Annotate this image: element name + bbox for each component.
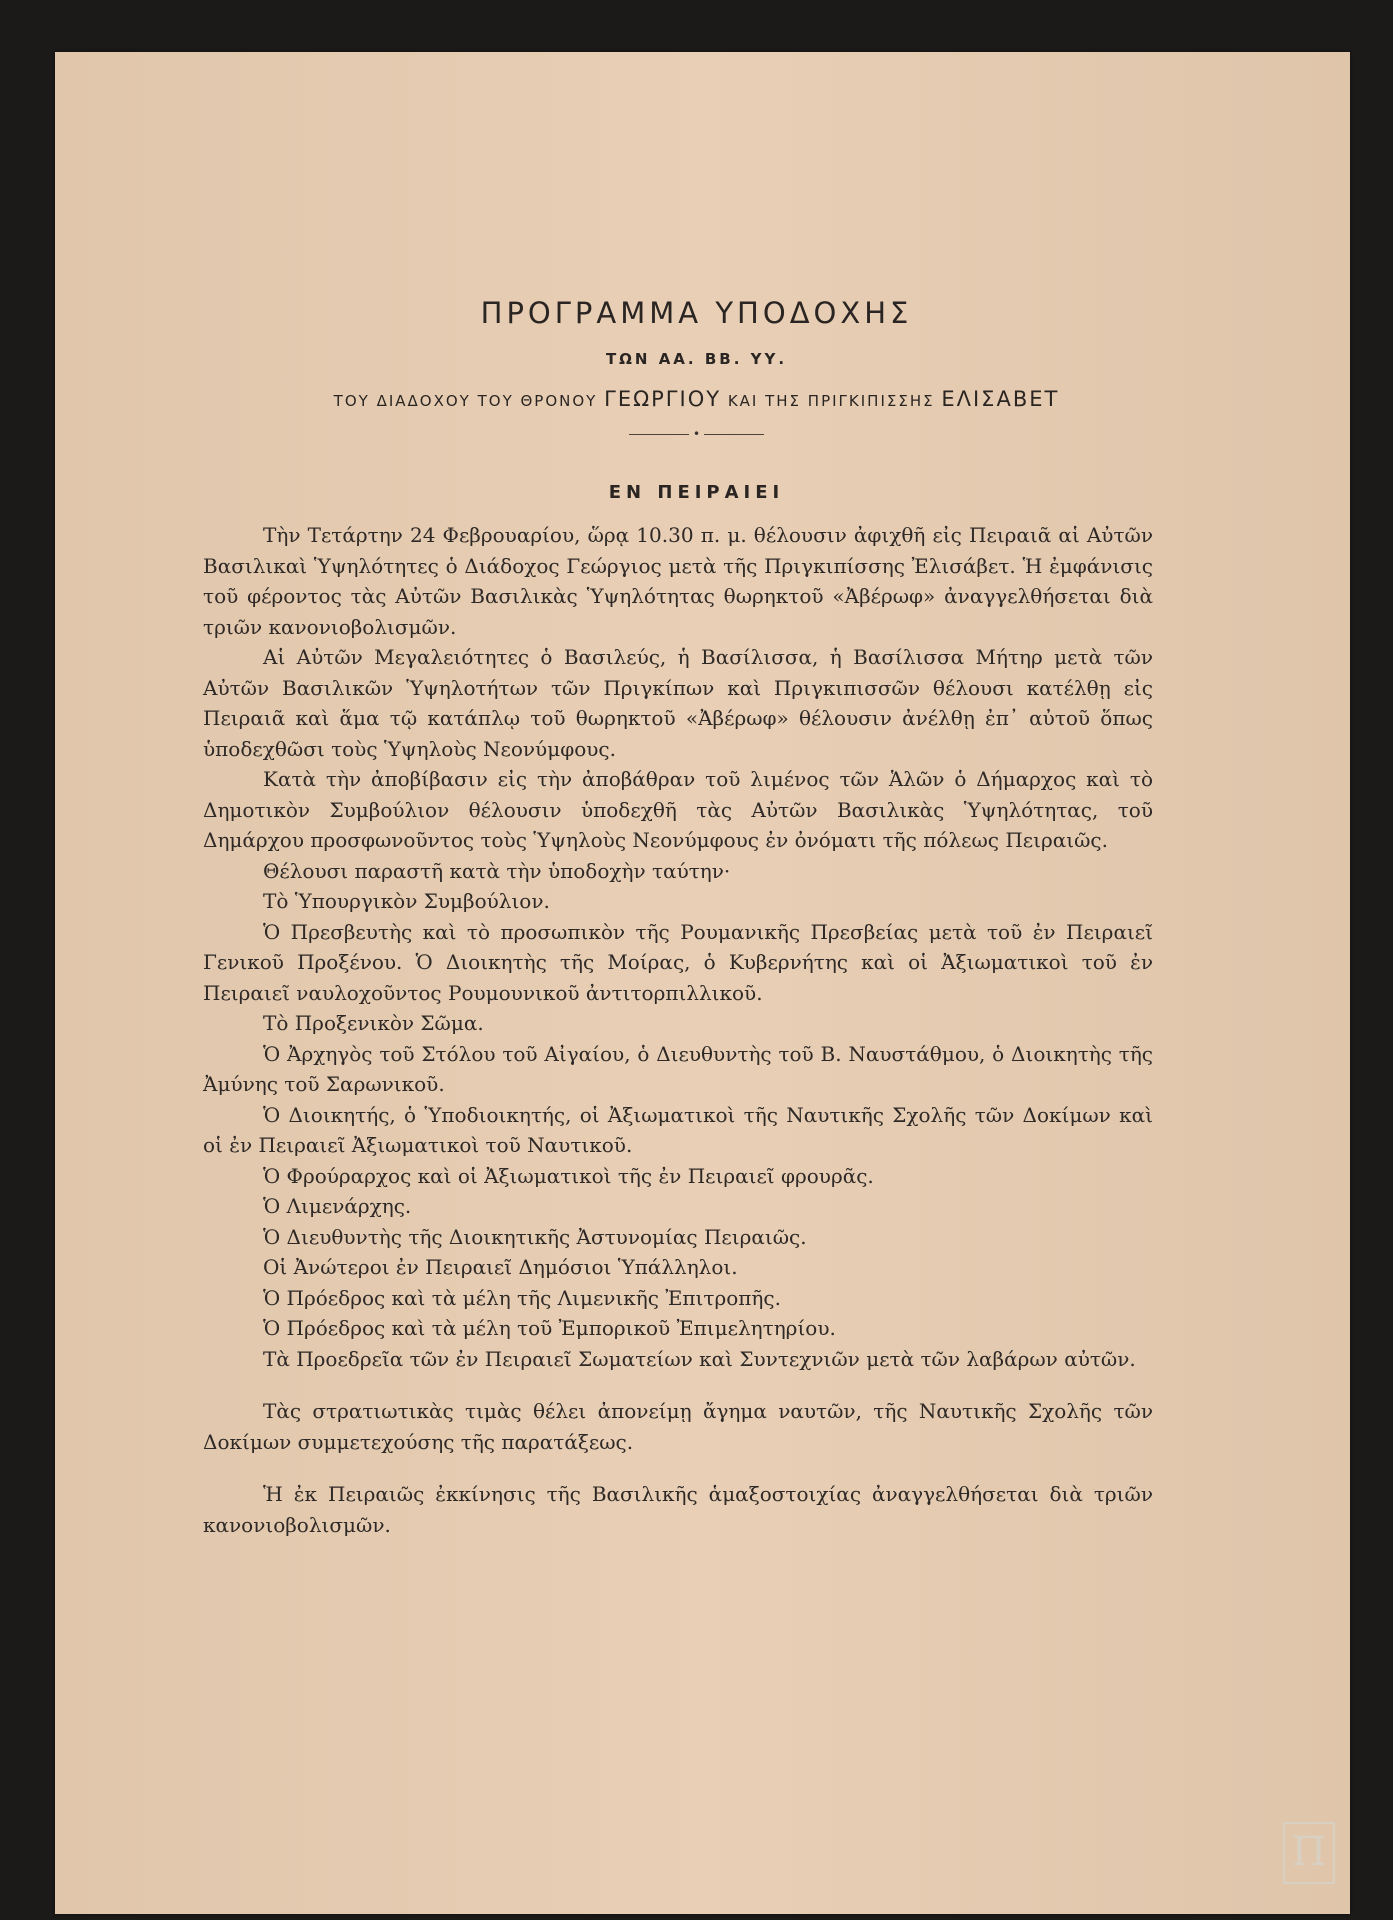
list-item: Ὁ Διοικητής, ὁ Ὑποδιοικητής, οἱ Ἀξιωματικοὶ τῆς Ναυτικῆς Σχολῆς τῶν Δοκίμων καὶ οἱ ἐν Πειραιεῖ Ἀξιωματικοὶ τοῦ Ναυτικοῦ. xyxy=(203,1102,1153,1157)
document-title: ΠΡΟΓΡΑΜΜΑ ΥΠΟΔΟΧΗΣ xyxy=(480,296,913,330)
paragraph-attendees-intro: Θέλουσι παραστῆ κατὰ τὴν ὑποδοχὴν ταύτην· xyxy=(263,858,731,883)
ornament-divider xyxy=(0,427,1393,441)
dedication-name-georgios: ΓΕΩΡΓΙΟΥ xyxy=(604,387,722,411)
list-item: Ὁ Πρόεδρος καὶ τὰ μέλη τῆς Λιμενικῆς Ἐπιτροπῆς. xyxy=(263,1285,781,1310)
list-item: Τὰ Προεδρεῖα τῶν ἐν Πειραιεῖ Σωματείων καὶ Συντεχνιῶν μετὰ τῶν λαβάρων αὐτῶν. xyxy=(263,1346,1136,1371)
archive-stamp-logo: Π xyxy=(1283,1822,1335,1884)
paragraph-military-honors: Τὰς στρατιωτικὰς τιμὰς θέλει ἀπονείμῃ ἄγημα ναυτῶν, τῆς Ναυτικῆς Σχολῆς τῶν Δοκίμων συμμετεχούσης τῆς παρατάξεως. xyxy=(203,1399,1153,1454)
document-body xyxy=(203,520,1153,1540)
dedication-name-elisavet: ΕΛΙΣΑΒΕΤ xyxy=(941,387,1060,411)
list-item: Ὁ Πρεσβευτὴς καὶ τὸ προσωπικὸν τῆς Ρουμανικῆς Πρεσβείας μετὰ τοῦ ἐν Πειραιεῖ Γενικοῦ Προξένου. Ὁ Διοικητὴς τῆς Μοίρας, ὁ Κυβερνήτης καὶ οἱ Ἀξιωματικοὶ τοῦ ἐν Πειραιεῖ ναυλοχοῦντος Ρουμουνικοῦ ἀντιτορπιλλικοῦ. xyxy=(203,919,1153,1005)
list-item: Ὁ Πρόεδρος καὶ τὰ μέλη τοῦ Ἐμπορικοῦ Ἐπιμελητηρίου. xyxy=(263,1316,836,1340)
document-dedication xyxy=(0,387,1393,411)
section-heading: ΕΝ ΠΕΙΡΑΙΕΙ xyxy=(608,482,785,503)
list-item: Οἱ Ἀνώτεροι ἐν Πειραιεῖ Δημόσιοι Ὑπάλληλοι. xyxy=(263,1255,738,1279)
list-item: Τὸ Ὑπουργικὸν Συμβούλιον. xyxy=(263,889,550,913)
ornament-dot: • xyxy=(692,427,701,441)
list-item: Ὁ Λιμενάρχης. xyxy=(263,1194,412,1218)
dedication-part-2: ΚΑΙ ΤΗΣ ΠΡΙΓΚΙΠΙΣΣΗΣ xyxy=(721,392,942,410)
paragraph-disembarkation: Κατὰ τὴν ἀποβίβασιν εἰς τὴν ἀποβάθραν τοῦ λιμένος τῶν Ἁλῶν ὁ Δήμαρχος καὶ τὸ Δημοτικὸν Συμβούλιον θέλουσιν ὑποδεχθῆ τὰς Αὐτῶν Βασιλικὰς Ὑψηλότητας, τοῦ Δημάρχου προσφωνοῦντος τοὺς Ὑψηλοὺς Νεονύμφους ἐν ὀνόματι τῆς πόλεως Πειραιῶς. xyxy=(203,767,1153,852)
list-item: Τὸ Προξενικὸν Σῶμα. xyxy=(263,1011,484,1035)
dedication-part-1: ΤΟΥ ΔΙΑΔΟΧΟΥ ΤΟΥ ΘΡΟΝΟΥ xyxy=(333,392,605,410)
paragraph-arrival: Τὴν Τετάρτην 24 Φεβρουαρίου, ὥρᾳ 10.30 π. μ. θέλουσιν ἀφιχθῆ εἰς Πειραιᾶ αἱ Αὐτῶν Βασιλικαὶ Ὑψηλότητες ὁ Διάδοχος Γεώργιος μετὰ τῆς Πριγκιπίσσης Ἐλισάβετ. Ἡ ἐμφάνισις τοῦ φέροντος τὰς Αὐτῶν Βασιλικὰς Ὑψηλότητας θωρηκτοῦ «Ἀβέρωφ» ἀναγγελθήσεται διὰ τριῶν κανονιοβολισμῶν. xyxy=(203,523,1153,639)
paragraph-departure: Ἡ ἐκ Πειραιῶς ἐκκίνησις τῆς Βασιλικῆς ἁμαξοστοιχίας ἀναγγελθήσεται διὰ τριῶν κανονιοβολισμῶν. xyxy=(203,1482,1153,1537)
list-item: Ὁ Φρούραρχος καὶ οἱ Ἀξιωματικοὶ τῆς ἐν Πειραιεῖ φρουρᾶς. xyxy=(263,1163,874,1188)
list-item: Ὁ Διευθυντὴς τῆς Διοικητικῆς Ἀστυνομίας Πειραιῶς. xyxy=(263,1224,807,1249)
paragraph-majesties: Αἱ Αὐτῶν Μεγαλειότητες ὁ Βασιλεύς, ἡ Βασίλισσα, ἡ Βασίλισσα Μήτηρ μετὰ τῶν Αὐτῶν Βασιλικῶν Ὑψηλοτήτων τῶν Πριγκίπων καὶ Πριγκιπισσῶν θέλουσι κατέλθῃ εἰς Πειραιᾶ καὶ ἅμα τῷ κατάπλῳ τοῦ θωρηκτοῦ «Ἀβέρωφ» θέλουσιν ἀνέλθῃ ἐπ᾽ αὐτοῦ ὅπως ὑποδεχθῶσι τοὺς Ὑψηλοὺς Νεονύμφους. xyxy=(203,645,1153,761)
list-item: Ὁ Ἀρχηγὸς τοῦ Στόλου τοῦ Αἰγαίου, ὁ Διευθυντὴς τοῦ Β. Ναυστάθμου, ὁ Διοικητὴς τῆς Ἀμύνης τοῦ Σαρωνικοῦ. xyxy=(203,1041,1153,1096)
document-subtitle: ΤΩΝ ΑΑ. ΒΒ. ΥΥ. xyxy=(605,350,788,368)
